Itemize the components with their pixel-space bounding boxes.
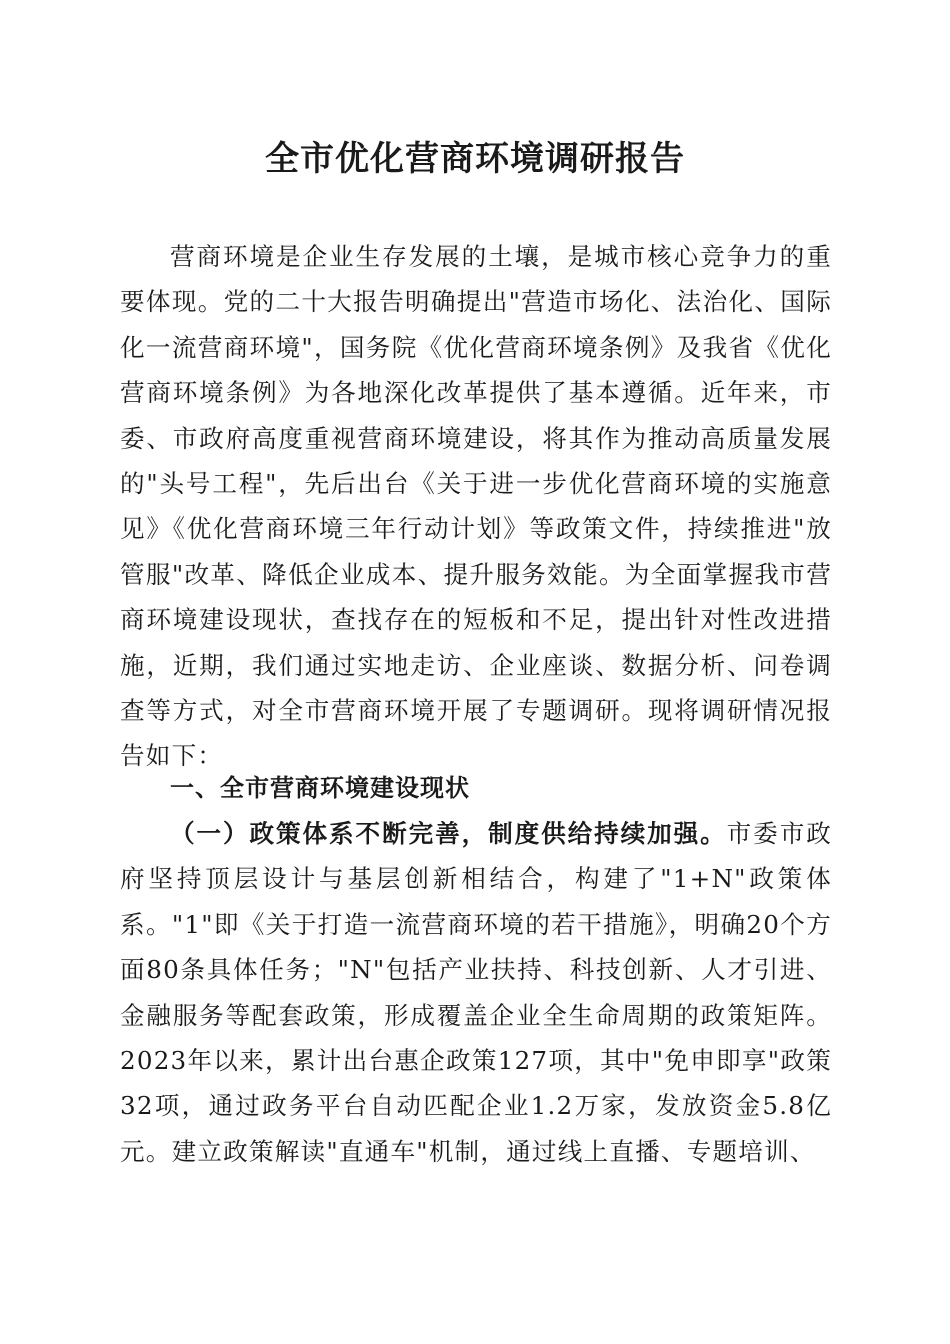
section-heading: 一、全市营商环境建设现状 — [170, 774, 470, 802]
document-title: 全市优化营商环境调研报告 — [265, 139, 685, 179]
subsection-paragraph — [120, 811, 832, 1174]
subsection-lead: （一）政策体系不断完善，制度供给持续加强。 — [170, 819, 727, 848]
intro-paragraph: 营商环境是企业生存发展的土壤，是城市核心竞争力的重要体现。党的二十大报告明确提出"营造市场化、法治化、国际化一流营商环境"，国务院《优化营商环境条例》及我省《优化营商环境条例》为各地深化改革提供了基本遵循。近年来，市委、市政府高度重视营商环境建设，将其作为推动高质量发展的"头号工程"，先后出台《关于进一步优化营商环境的实施意见》《优化营商环境三年行动计划》等政策文件，持续推进"放管服"改革、降低企业成本、提升服务效能。为全面掌握我市营商环境建设现状，查找存在的短板和不足，提出针对性改进措施，近期，我们通过实地走访、企业座谈、数据分析、问卷调查等方式，对全市营商环境开展了专题调研。现将调研情况报告如下： — [120, 242, 832, 771]
subsection-text: 市委市政府坚持顶层设计与基层创新相结合，构建了"1+N"政策体系。"1"即《关于打造一流营商环境的若干措施》，明确20个方面80条具体任务；"N"包括产业扶持、科技创新、人才引进、金融服务等配套政策，形成覆盖企业全生命周期的政策矩阵。2023年以来，累计出台惠企政策127项，其中"免申即享"政策32项，通过政务平台自动匹配企业1.2万家，发放资金5.8亿元。建立政策解读"直通车"机制，通过线上直播、专题培训、 — [120, 819, 832, 1166]
